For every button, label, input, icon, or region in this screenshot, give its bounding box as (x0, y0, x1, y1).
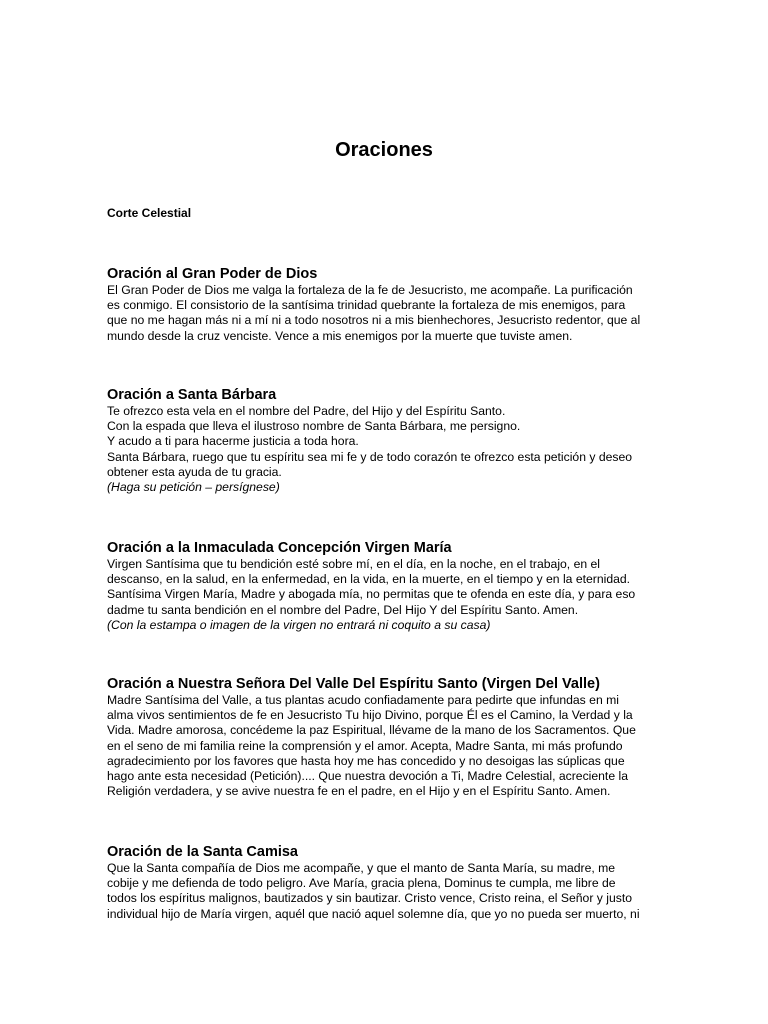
prayer-text-line: Que la Santa compañía de Dios me acompañe, y que el manto de Santa María, su madre, me (107, 861, 616, 875)
prayer-text-line: hago ante esta necesidad (Petición).... Que nuestra devoción a Ti, Madre Celestial, acreciente la (107, 769, 628, 784)
prayer-text-line: descanso, en la salud, en la enfermedad, en la vida, en la muerte, en el tiempo y en la eternidad. (107, 572, 631, 587)
prayer-text-line: mundo desde la cruz venciste. Vence a mis enemigos por la muerte que tuviste amen. (107, 328, 573, 343)
prayer-text-line: individual hijo de María virgen, aquél que nació aquel solemne día, que yo no pueda ser muerto, ni (107, 906, 640, 921)
prayer-text-line: todos los espíritus malignos, bautizados y sin bautizar. Cristo vence, Cristo reina, el Señor y justo (107, 891, 632, 906)
prayer-section (107, 843, 667, 922)
prayer-text-line: Virgen Santísima que tu bendición esté sobre mí, en el día, en la noche, en el trabajo, en el (107, 557, 601, 571)
prayer-text-line: Con la espada que lleva el ilustroso nombre de Santa Bárbara, me persigno. (107, 419, 521, 434)
prayer-text-line: Madre Santísima del Valle, a tus plantas acudo confiadamente para pedirte que infundas en mi (107, 693, 619, 707)
prayer-text-line: en el seno de mi familia reine la comprensión y el amor. Acepta, Madre Santa, mi más profundo (107, 738, 623, 753)
prayer-title: Oración al Gran Poder de Dios (107, 266, 318, 282)
prayer-text-line: Y acudo a ti para hacerme justicia a toda hora. (107, 434, 359, 449)
prayer-text-line: es conmigo. El consistorio de la santísima trinidad quebrante la fortaleza de mis enemigos, para (107, 298, 626, 313)
document-title: Oraciones (335, 139, 433, 161)
prayer-section (107, 386, 667, 495)
prayer-title: Oración a Nuestra Señora Del Valle Del Espíritu Santo (Virgen Del Valle) (107, 676, 600, 692)
prayer-text-line: Santa Bárbara, ruego que tu espíritu sea mi fe y de todo corazón te ofrezco esta petición y deseo (107, 449, 633, 464)
prayer-text-line: El Gran Poder de Dios me valga la fortaleza de la fe de Jesucristo, me acompañe. La purificación (107, 283, 633, 297)
prayer-text-line: cobije y me defienda de todo peligro. Ave María, gracia plena, Dominus te cumpla, me libre de (107, 876, 616, 891)
prayer-text-line: obtener esta ayuda de tu gracia. (107, 464, 282, 479)
prayer-text-line: alma vivos sentimientos de fe en Jesucristo Tu hijo Divino, porque Él es el Camino, la Verdad y la (107, 708, 633, 723)
prayer-note: (Con la estampa o imagen de la virgen no entrará ni coquito a su casa) (107, 617, 491, 632)
prayer-text-line: que no me hagan más ni a mí ni a todo nosotros ni a mis bienhechores, Jesucristo redentor, que al (107, 313, 641, 328)
prayer-title: Oración a la Inmaculada Concepción Virgen María (107, 540, 452, 556)
prayer-title: Oración de la Santa Camisa (107, 844, 298, 860)
prayer-title: Oración a Santa Bárbara (107, 387, 277, 403)
prayer-text-line: agradecimiento por los favores que hasta hoy me has concedido y no desoigas las súplicas que (107, 753, 625, 768)
prayer-text-line: Santísima Virgen María, Madre y abogada mía, no permitas que te ofenda en este día, y para eso (107, 587, 636, 602)
prayer-text-line: Religión verdadera, y se avive nuestra fe en el padre, en el Hijo y en el Espíritu Santo. Amen. (107, 784, 611, 799)
prayer-text-line: Vida. Madre amorosa, concédeme la paz Espiritual, llévame de la mano de los Sacramentos. Que (107, 723, 636, 738)
prayer-text-line: dadme tu santa bendición en el nombre del Padre, Del Hijo Y del Espíritu Santo. Amen. (107, 602, 579, 617)
prayer-section (107, 675, 667, 799)
prayer-note: (Haga su petición – persígnese) (107, 480, 280, 495)
prayer-text-line: Te ofrezco esta vela en el nombre del Padre, del Hijo y del Espíritu Santo. (107, 404, 506, 418)
document-subtitle: Corte Celestial (107, 206, 192, 220)
prayer-section (107, 265, 667, 344)
prayer-section (107, 539, 667, 633)
